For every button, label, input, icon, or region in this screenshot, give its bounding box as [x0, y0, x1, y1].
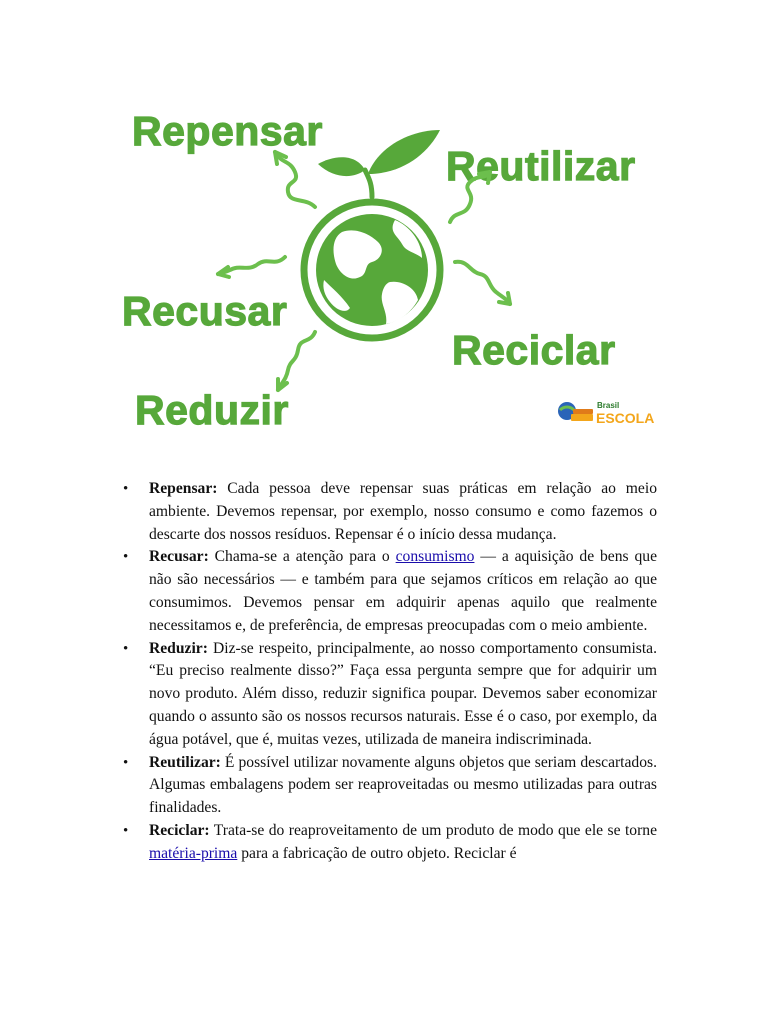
bullet-icon: • [123, 481, 129, 497]
globe-icon [304, 202, 440, 338]
item-term: Reciclar: [149, 821, 210, 839]
item-term: Recusar: [149, 548, 209, 566]
reciclar-label: Reciclar [452, 327, 616, 373]
five-rs-illustration [110, 92, 670, 437]
recusar-label: Recusar [122, 288, 288, 334]
repensar-label: Repensar [132, 108, 323, 154]
item-text: Chama-se a atenção para o [208, 548, 396, 566]
item-term: Reutilizar: [149, 753, 221, 771]
logo-brasil-text: Brasil [597, 401, 620, 410]
reduzir-label: Reduzir [135, 387, 289, 433]
sprout-icon [318, 130, 440, 197]
materia-prima-link[interactable]: matéria-prima [149, 844, 238, 862]
arrow-icon [278, 332, 315, 390]
item-text: Cada pessoa deve repensar suas práticas em relação ao meio ambiente. Devemos repensar, por exemplo, nosso consumo e como fazemos o descarte dos nossos resíduos. Repensar é o início dessa mudança. [149, 480, 657, 543]
bullet-icon: • [123, 754, 129, 771]
arrow-icon [275, 152, 315, 207]
arrow-icon [455, 262, 510, 304]
list-item [123, 820, 657, 866]
item-term: Reduzir: [149, 639, 208, 657]
five-rs-list [123, 478, 657, 866]
consumismo-link[interactable]: consumismo [395, 548, 475, 566]
five-rs-list-section [123, 478, 657, 866]
item-text: Diz-se respeito, principalmente, ao nosso comportamento consumista. “Eu preciso realmente disso?” Faça essa pergunta sempre que for adquirir um novo produto. Além disso, reduzir significa poupar. Devemos saber economizar quando o assunto são os nossos recursos naturais. Esse é o caso, por exemplo, da água potável, que é, muitas vezes, utilizada de maneira indiscriminada. [149, 639, 657, 748]
list-item [123, 546, 657, 637]
item-text: — a aquisição de bens que não são necessários — e também para que sejamos críticos em relação ao que consumimos. Devemos pensar em adquirir apenas aquilo que realmente necessitamos e, de preferência, de empresas preocupadas com o meio ambiente. [149, 548, 657, 634]
logo-escola-text: ESCOLA [596, 410, 655, 426]
item-text: para a fabricação de outro objeto. Reciclar é [237, 844, 517, 862]
bullet-icon: • [123, 549, 129, 566]
list-item [123, 478, 657, 546]
list-item [123, 638, 657, 752]
item-text: Trata-se do reaproveitamento de um produto de modo que ele se torne [209, 821, 657, 839]
bullet-icon: • [123, 640, 129, 657]
list-item [123, 752, 657, 820]
bullet-icon: • [123, 822, 129, 839]
item-text: É possível utilizar novamente alguns objetos que seriam descartados. Algumas embalagens podem ser reaproveitadas ou mesmo utilizadas para outras finalidades. [149, 753, 657, 817]
brasil-escola-logo [558, 401, 654, 426]
reutilizar-label: Reutilizar [446, 143, 636, 189]
item-term: Repensar: [149, 480, 218, 497]
